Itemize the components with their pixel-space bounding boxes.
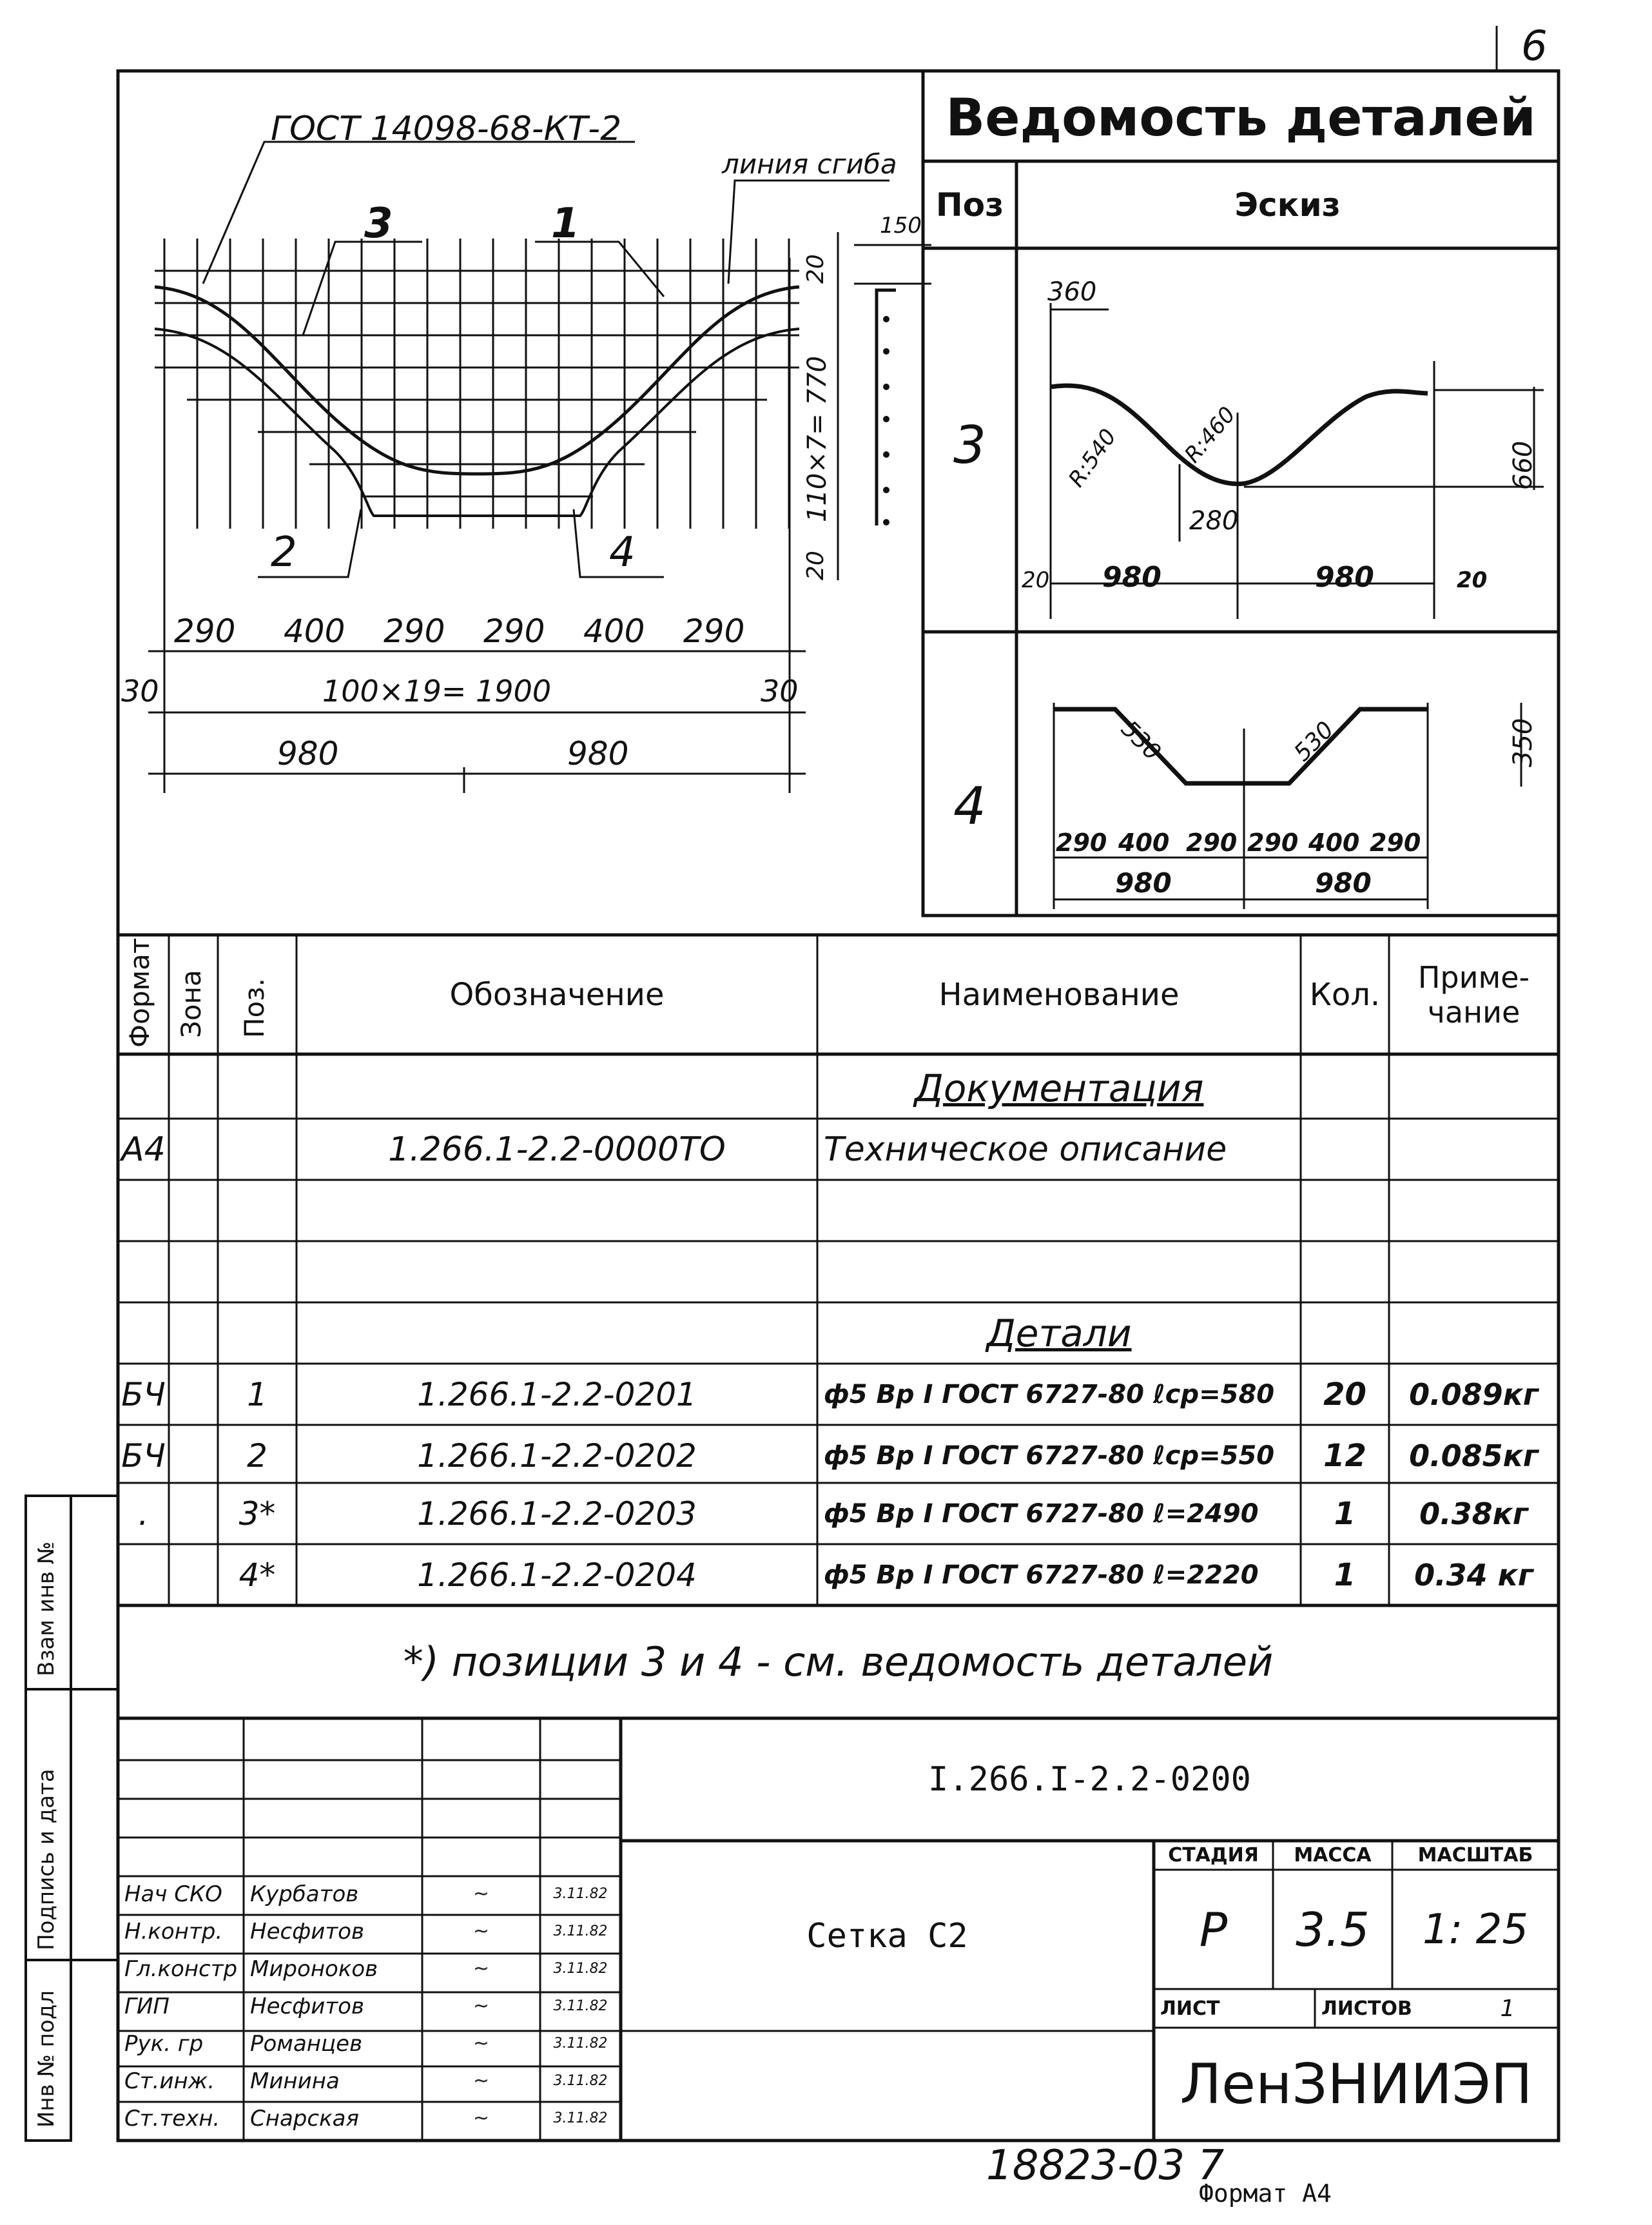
person-name: Романцев	[250, 2030, 363, 2057]
spec-header-pos: Поз.	[238, 978, 270, 1038]
part-name: ф5 Вр I ГОСТ 6727-80 ℓср=580	[824, 1379, 1275, 1409]
sketch4-dim: 350	[1508, 718, 1538, 767]
spec-footnote: *) позиции 3 и 4 - см. ведомость деталей	[403, 1638, 1274, 1685]
mesh-top-dim: 290	[683, 613, 745, 650]
person-role: Н.контр.	[124, 1918, 223, 1945]
part-pos: 3*	[238, 1495, 276, 1533]
person-date: 3.11.82	[553, 1998, 608, 2014]
sheets-value: 1	[1500, 1995, 1515, 2022]
mesh-top-dim: 400	[284, 613, 345, 650]
mesh-mid-dim: 30	[121, 674, 159, 709]
sketch4-dim: 400	[1118, 828, 1170, 857]
part-note: 0.34 кг	[1414, 1557, 1533, 1593]
person-role: Гл.констр	[124, 1955, 238, 1982]
details-row-pos-3: 3	[953, 415, 986, 475]
person-signature: ~	[472, 2032, 490, 2055]
sketch4-dim: 980	[1115, 867, 1172, 899]
side-stamp-inv-podl: Инв № подл	[34, 1990, 59, 2128]
part-qty: 1	[1334, 1556, 1356, 1593]
part-pos: 4*	[238, 1556, 276, 1594]
details-header-pos: Поз	[935, 186, 1004, 224]
person-date: 3.11.82	[553, 1961, 608, 1977]
sketch4-dim: 530	[1289, 716, 1339, 767]
person-name: Несфитов	[250, 1918, 364, 1945]
side-stamp-vzam: Взам инв №	[34, 1541, 59, 1676]
person-role: Ст.инж.	[124, 2068, 215, 2094]
sheets-label: ЛИСТОВ	[1321, 1997, 1412, 2020]
person-name: Курбатов	[250, 1881, 359, 1907]
sketch3-dim: 660	[1508, 440, 1538, 490]
footer-number: 18823-03 7	[986, 2142, 1225, 2190]
scale-value: 1: 25	[1422, 1905, 1529, 1954]
spec-header-designation: Обозначение	[449, 976, 665, 1013]
mesh-mid-dim: 100×19= 1900	[322, 674, 552, 709]
details-row-pos-4: 4	[953, 776, 986, 836]
part-pos: 1	[247, 1375, 267, 1413]
mass-value: 3.5	[1296, 1902, 1370, 1957]
part-format: .	[138, 1495, 149, 1533]
sketch3-dim: 20	[1457, 567, 1488, 593]
mesh-bottom-dim: 980	[277, 735, 339, 772]
part-name: ф5 Вр I ГОСТ 6727-80 ℓср=550	[824, 1440, 1275, 1471]
bend-line-label: линия сгиба	[722, 148, 897, 180]
person-signature: ~	[472, 1957, 490, 1980]
part-note: 0.085кг	[1409, 1438, 1539, 1473]
person-name: Мироноков	[250, 1955, 378, 1982]
mesh-mid-dim: 30	[761, 674, 799, 709]
person-signature: ~	[472, 2070, 490, 2092]
stage-value: Р	[1199, 1902, 1228, 1957]
mesh-top-dim: 400	[583, 613, 645, 650]
sheet-corner-number: 6	[1521, 23, 1548, 70]
spec-section-docs: Документация	[914, 1066, 1204, 1110]
sketch4-dim: 290	[1370, 828, 1421, 857]
mesh-side-dim: 150	[880, 213, 922, 239]
part-designation: 1.266.1-2.2-0201	[417, 1375, 697, 1413]
sketch3-dim: R:540	[1064, 424, 1122, 492]
part-format: БЧ	[121, 1375, 166, 1413]
mesh-bottom-dim: 980	[567, 735, 629, 772]
part-name: ф5 Вр I ГОСТ 6727-80 ℓ=2220	[824, 1560, 1259, 1590]
person-signature: ~	[472, 1883, 490, 1905]
details-sheet-title: Ведомость деталей	[946, 88, 1536, 148]
part-name: ф5 Вр I ГОСТ 6727-80 ℓ=2490	[824, 1498, 1259, 1529]
pos-label-4: 4	[609, 529, 636, 576]
person-signature: ~	[472, 2107, 490, 2130]
sketch4-dim: 400	[1308, 828, 1360, 857]
sketch4-dim: 530	[1116, 716, 1166, 766]
sheet-label: ЛИСТ	[1160, 1997, 1220, 2020]
sketch3-dim: 980	[1102, 561, 1161, 594]
person-signature: ~	[472, 1995, 490, 2017]
spec-header-qty: Кол.	[1309, 976, 1381, 1013]
sketch3-dim: 360	[1047, 277, 1097, 307]
mesh-top-dim: 290	[174, 613, 236, 650]
part-designation: 1.266.1-2.2-0204	[417, 1556, 697, 1594]
sketch3-dim: 280	[1189, 506, 1239, 536]
part-designation: 1.266.1-2.2-0202	[417, 1436, 697, 1475]
part-qty: 20	[1323, 1376, 1366, 1413]
person-date: 3.11.82	[553, 2073, 608, 2089]
person-role: ГИП	[124, 1993, 170, 2019]
person-date: 3.11.82	[553, 2110, 608, 2126]
mesh-top-dim: 290	[483, 613, 545, 650]
sketch3-dim: 20	[1022, 567, 1050, 593]
part-designation: 1.266.1-2.2-0203	[417, 1495, 697, 1533]
person-date: 3.11.82	[553, 2035, 608, 2052]
part-format	[118, 1544, 169, 1605]
sketch4-dim: 290	[1056, 828, 1107, 857]
mesh-top-dim: 290	[384, 613, 445, 650]
person-role: Ст.техн.	[124, 2105, 220, 2132]
pos-label-2: 2	[271, 529, 297, 576]
person-date: 3.11.82	[553, 1886, 608, 1902]
side-stamp-podpis: Подпись и дата	[34, 1769, 59, 1950]
spec-header-note: Приме- чание	[1417, 959, 1530, 1030]
sketch4-dim: 980	[1315, 867, 1372, 899]
spec-doc-designation: 1.266.1-2.2-0000ТО	[388, 1130, 726, 1169]
part-note: 0.38кг	[1419, 1496, 1528, 1531]
part-qty: 1	[1334, 1495, 1356, 1532]
person-name: Снарская	[250, 2105, 359, 2132]
sketch3-dim: 980	[1315, 561, 1374, 594]
sketch3-dim: R:460	[1180, 402, 1241, 468]
part-format: БЧ	[121, 1436, 166, 1475]
person-signature: ~	[472, 1920, 490, 1943]
doc-code: I.266.I-2.2-0200	[928, 1760, 1251, 1799]
stage-label: СТАДИЯ	[1168, 1844, 1259, 1867]
org-name: ЛенЗНИИЭП	[1180, 2052, 1533, 2117]
person-name: Несфитов	[250, 1993, 364, 2019]
spec-section-parts: Детали	[986, 1311, 1132, 1355]
part-pos: 2	[247, 1436, 267, 1475]
pos-label-1: 1	[551, 200, 580, 248]
sketch4-dim: 290	[1186, 828, 1238, 857]
mesh-side-dim: 20	[802, 551, 829, 580]
person-name: Минина	[250, 2068, 340, 2094]
footer-format: Формат А4	[1199, 2179, 1332, 2208]
mesh-bar-dots	[883, 316, 889, 525]
scale-label: МАСШТАБ	[1417, 1844, 1533, 1867]
spec-doc-name: Техническое описание	[824, 1130, 1227, 1169]
person-role: Нач СКО	[124, 1881, 222, 1907]
spec-header-format: Формат	[124, 937, 155, 1048]
details-header-sketch: Эскиз	[1234, 186, 1341, 224]
gost-label: ГОСТ 14098-68-КТ-2	[271, 110, 622, 148]
spec-doc-format: А4	[121, 1130, 166, 1169]
part-note: 0.089кг	[1409, 1377, 1539, 1412]
spec-header-zone: Зона	[175, 970, 207, 1038]
doc-name: Сетка С2	[806, 1916, 968, 1955]
spec-header-name: Наименование	[938, 976, 1180, 1013]
pos-label-3: 3	[364, 200, 393, 248]
mesh-side-dim: 110×7= 770	[802, 356, 832, 522]
mesh-side-dim: 20	[802, 254, 829, 284]
part-qty: 12	[1323, 1437, 1366, 1474]
person-date: 3.11.82	[553, 1923, 608, 1939]
person-role: Рук. гр	[124, 2030, 204, 2057]
mass-label: МАССА	[1294, 1844, 1372, 1867]
sketch4-dim: 290	[1247, 828, 1299, 857]
